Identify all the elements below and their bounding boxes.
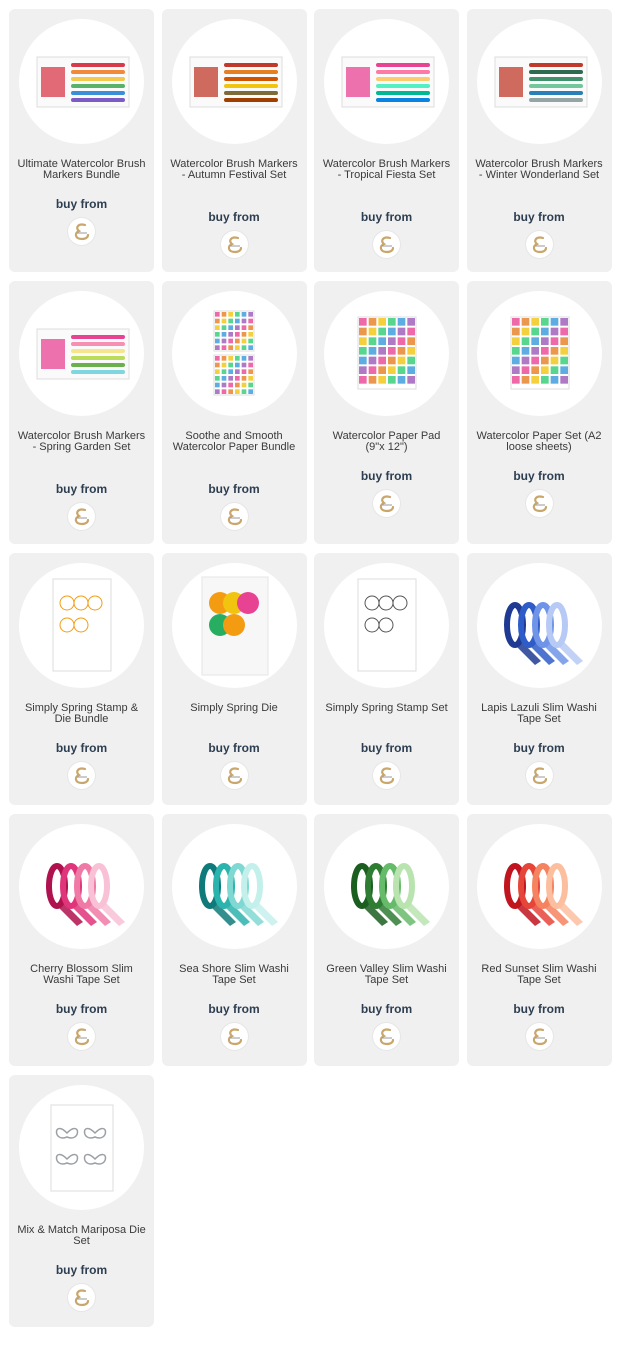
retailer-link[interactable] (68, 762, 95, 789)
product-title[interactable]: Cherry Blossom Slim Washi Tape Set (30, 963, 133, 986)
product-title[interactable]: Watercolor Paper Set (A2 loose sheets) (476, 430, 602, 453)
product-image[interactable] (172, 563, 297, 688)
altenew-logo-icon (221, 762, 248, 789)
marker-set-icon (477, 19, 602, 144)
product-image[interactable] (172, 291, 297, 416)
retailer-link[interactable] (526, 1023, 553, 1050)
retailer-link[interactable] (526, 762, 553, 789)
altenew-logo-icon (68, 762, 95, 789)
paper-pad-icon (324, 291, 449, 416)
retailer-link[interactable] (68, 218, 95, 245)
product-image[interactable] (324, 563, 449, 688)
product-card[interactable] (467, 814, 612, 1066)
buy-from-label: buy from (55, 1263, 108, 1277)
retailer-link[interactable] (373, 1023, 400, 1050)
product-image[interactable] (477, 19, 602, 144)
retailer-link[interactable] (373, 231, 400, 258)
product-card[interactable] (467, 9, 612, 272)
product-image[interactable] (477, 563, 602, 688)
buy-from-label: buy from (360, 210, 413, 224)
buy-from-label: buy from (360, 741, 413, 755)
retailer-link[interactable] (221, 1023, 248, 1050)
buy-from-label: buy from (208, 210, 260, 224)
buy-from-label: buy from (513, 741, 565, 755)
retailer-link[interactable] (221, 762, 248, 789)
altenew-logo-icon (221, 231, 248, 258)
product-card[interactable] (314, 281, 459, 544)
product-title[interactable]: Simply Spring Die (190, 702, 278, 714)
altenew-logo-icon (526, 231, 553, 258)
product-image[interactable] (324, 19, 449, 144)
buy-from-label: buy from (208, 482, 260, 496)
buy-from-label: buy from (55, 482, 108, 496)
product-card[interactable] (162, 814, 307, 1066)
buy-from-label: buy from (55, 741, 108, 755)
altenew-logo-icon (68, 218, 95, 245)
marker-set-icon (19, 291, 144, 416)
product-image[interactable] (477, 824, 602, 949)
altenew-logo-icon (373, 490, 400, 517)
altenew-logo-icon (68, 1023, 95, 1050)
product-title[interactable]: Lapis Lazuli Slim Washi Tape Set (481, 702, 597, 725)
buy-from-label: buy from (208, 741, 260, 755)
product-image[interactable] (324, 291, 449, 416)
product-card[interactable] (314, 814, 459, 1066)
product-card[interactable] (9, 1075, 154, 1327)
product-title[interactable]: Mix & Match Mariposa Die Set (17, 1224, 146, 1247)
product-title[interactable]: Watercolor Brush Markers - Autumn Festival Set (170, 158, 298, 181)
product-card[interactable] (9, 553, 154, 805)
marker-set-icon (172, 19, 297, 144)
stamp-set-icon (324, 563, 449, 688)
product-image[interactable] (324, 824, 449, 949)
washi-tape-icon (477, 563, 602, 688)
butterfly-die-icon (19, 1085, 144, 1210)
retailer-link[interactable] (221, 231, 248, 258)
product-title[interactable]: Soothe and Smooth Watercolor Paper Bundle (172, 430, 296, 453)
product-title[interactable]: Watercolor Brush Markers - Winter Wonderland Set (475, 158, 603, 181)
buy-from-label: buy from (360, 1002, 413, 1016)
altenew-logo-icon (221, 1023, 248, 1050)
altenew-logo-icon (373, 231, 400, 258)
product-title[interactable]: Simply Spring Stamp Set (325, 702, 448, 714)
altenew-logo-icon (373, 762, 400, 789)
product-title[interactable]: Green Valley Slim Washi Tape Set (326, 963, 447, 986)
retailer-link[interactable] (221, 503, 248, 530)
buy-from-label: buy from (513, 469, 565, 483)
paper-pad-icon (477, 291, 602, 416)
product-card[interactable] (9, 281, 154, 544)
product-title[interactable]: Ultimate Watercolor Brush Markers Bundle (17, 158, 146, 181)
buy-from-label: buy from (513, 1002, 565, 1016)
buy-from-label: buy from (360, 469, 413, 483)
product-card[interactable] (162, 281, 307, 544)
product-card[interactable] (9, 814, 154, 1066)
washi-tape-icon (324, 824, 449, 949)
altenew-logo-icon (526, 1023, 553, 1050)
product-image[interactable] (477, 291, 602, 416)
product-image[interactable] (19, 824, 144, 949)
product-card[interactable] (9, 9, 154, 272)
washi-tape-icon (477, 824, 602, 949)
altenew-logo-icon (68, 503, 95, 530)
altenew-logo-icon (526, 490, 553, 517)
buy-from-label: buy from (55, 197, 108, 211)
retailer-link[interactable] (373, 490, 400, 517)
altenew-logo-icon (373, 1023, 400, 1050)
retailer-link[interactable] (526, 490, 553, 517)
buy-from-label: buy from (55, 1002, 108, 1016)
stamp-bundle-icon (19, 563, 144, 688)
product-title[interactable]: Red Sunset Slim Washi Tape Set (481, 963, 597, 986)
washi-tape-icon (19, 824, 144, 949)
product-title[interactable]: Watercolor Brush Markers - Spring Garden Set (17, 430, 146, 453)
altenew-logo-icon (221, 503, 248, 530)
product-card[interactable] (162, 553, 307, 805)
product-image[interactable] (19, 563, 144, 688)
product-title[interactable]: Sea Shore Slim Washi Tape Set (179, 963, 289, 986)
product-title[interactable]: Watercolor Brush Markers - Tropical Fiesta Set (322, 158, 451, 181)
retailer-link[interactable] (68, 1284, 95, 1311)
product-card[interactable] (467, 553, 612, 805)
buy-from-label: buy from (208, 1002, 260, 1016)
marker-bundle-icon (19, 19, 144, 144)
retailer-link[interactable] (526, 231, 553, 258)
product-title[interactable]: Watercolor Paper Pad (9"x 12") (332, 430, 441, 453)
retailer-link[interactable] (68, 503, 95, 530)
product-card[interactable] (314, 9, 459, 272)
product-image[interactable] (19, 19, 144, 144)
product-card[interactable] (314, 553, 459, 805)
product-title[interactable]: Simply Spring Stamp & Die Bundle (24, 702, 139, 725)
die-flower-icon (172, 563, 297, 688)
product-image[interactable] (172, 19, 297, 144)
altenew-logo-icon (526, 762, 553, 789)
altenew-logo-icon (68, 1284, 95, 1311)
retailer-link[interactable] (373, 762, 400, 789)
product-image[interactable] (19, 291, 144, 416)
product-image[interactable] (172, 824, 297, 949)
marker-set-icon (324, 19, 449, 144)
retailer-link[interactable] (68, 1023, 95, 1050)
product-card[interactable] (162, 9, 307, 272)
paper-bundle-icon (172, 291, 297, 416)
product-image[interactable] (19, 1085, 144, 1210)
buy-from-label: buy from (513, 210, 565, 224)
washi-tape-icon (172, 824, 297, 949)
product-card[interactable] (467, 281, 612, 544)
